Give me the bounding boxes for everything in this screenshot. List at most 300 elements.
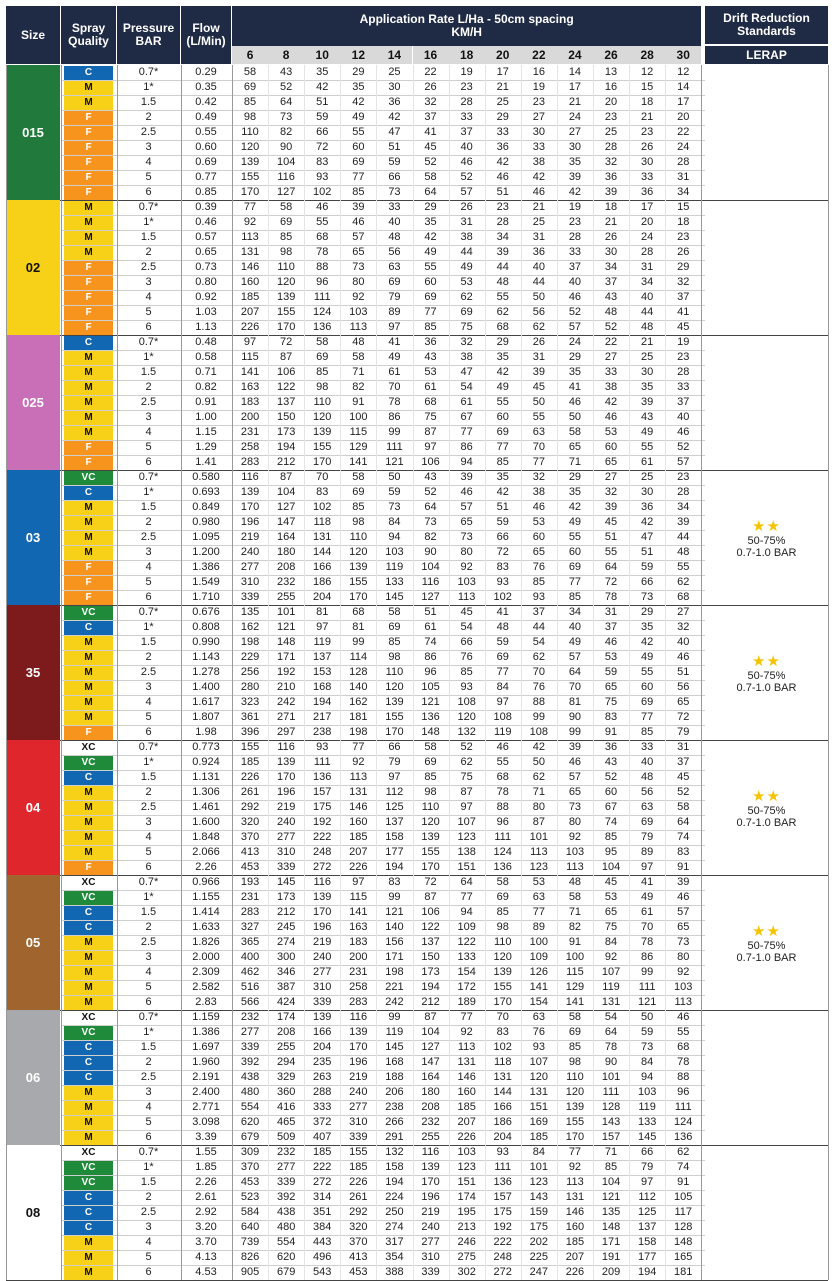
application-rate-value: 44 <box>532 621 545 633</box>
application-rate-value: 139 <box>493 966 512 978</box>
application-rate-value: 60 <box>604 441 618 453</box>
row-divider <box>61 80 705 81</box>
application-rate-value: 120 <box>240 141 260 153</box>
application-rate-value: 320 <box>349 1221 368 1233</box>
application-rate-value: 69 <box>388 276 401 288</box>
flow-value: 0.80 <box>195 276 217 288</box>
application-rate-value: 23 <box>677 351 690 363</box>
application-rate-value: 160 <box>457 1086 476 1098</box>
application-rate-value: 65 <box>352 246 365 258</box>
application-rate-value: 69 <box>568 561 582 573</box>
application-rate-value: 232 <box>276 576 296 588</box>
application-rate-value: 157 <box>601 1131 621 1143</box>
application-rate-value: 43 <box>424 471 437 483</box>
row-divider <box>61 395 705 396</box>
flow-value: 4.13 <box>195 1251 217 1263</box>
flow-value: 0.990 <box>192 636 220 648</box>
application-rate-value: 33 <box>568 246 582 258</box>
application-rate-value: 277 <box>240 561 260 573</box>
application-rate-value: 133 <box>637 1116 657 1128</box>
size-05: 05 <box>6 875 60 1010</box>
application-rate-value: 84 <box>532 1146 545 1158</box>
pressure-value: 3 <box>145 546 152 558</box>
pressure-value: 1* <box>143 81 154 93</box>
application-rate-value: 19 <box>568 201 582 213</box>
application-rate-value: 49 <box>460 261 473 273</box>
application-rate-value: 453 <box>240 1176 260 1188</box>
application-rate-value: 50 <box>388 471 401 483</box>
application-rate-value: 46 <box>496 171 509 183</box>
application-rate-value: 107 <box>529 1056 549 1068</box>
application-rate-value: 40 <box>677 411 690 423</box>
application-rate-value: 125 <box>637 1206 657 1218</box>
application-rate-value: 291 <box>385 1131 404 1143</box>
application-rate-value: 171 <box>601 1236 621 1248</box>
application-rate-value: 100 <box>349 411 368 423</box>
application-rate-value: 124 <box>674 1116 693 1128</box>
row-divider <box>61 155 705 156</box>
application-rate-value: 339 <box>240 591 260 603</box>
application-rate-value: 905 <box>240 1266 260 1278</box>
application-rate-value: 37 <box>424 111 437 123</box>
row-divider <box>61 1235 705 1236</box>
application-rate-value: 52 <box>677 441 690 453</box>
application-rate-value: 170 <box>240 186 260 198</box>
pressure-value: 1.5 <box>140 636 157 648</box>
size-03: 03 <box>6 470 60 605</box>
application-rate-value: 102 <box>313 501 332 513</box>
spray-quality-badge: M <box>64 501 113 515</box>
spray-quality-badge: M <box>64 201 113 215</box>
lerap-rating <box>705 1145 828 1280</box>
flow-value: 2.61 <box>195 1191 217 1203</box>
application-rate-value: 18 <box>604 201 618 213</box>
application-rate-value: 139 <box>313 426 332 438</box>
application-rate-value: 160 <box>349 816 368 828</box>
application-rate-value: 19 <box>677 336 690 348</box>
flow-value: 0.42 <box>195 96 217 108</box>
application-rate-value: 28 <box>604 141 618 153</box>
application-rate-value: 37 <box>604 621 618 633</box>
spray-quality-badge: F <box>64 561 113 575</box>
application-rate-value: 107 <box>457 816 476 828</box>
application-rate-value: 221 <box>385 981 404 993</box>
application-rate-value: 41 <box>568 381 582 393</box>
application-rate-value: 106 <box>421 906 440 918</box>
application-rate-value: 71 <box>532 786 545 798</box>
application-rate-value: 240 <box>421 1221 440 1233</box>
application-rate-value: 55 <box>677 561 690 573</box>
flow-value: 1.278 <box>192 666 220 678</box>
application-rate-value: 98 <box>280 246 293 258</box>
application-rate-value: 194 <box>385 861 404 873</box>
lerap-reduction: 50-75% <box>747 804 786 817</box>
flow-value: 0.57 <box>195 231 217 243</box>
pressure-value: 0.7* <box>138 1011 159 1023</box>
application-rate-value: 294 <box>276 1056 296 1068</box>
application-rate-value: 108 <box>457 696 476 708</box>
lerap-rating <box>705 335 828 470</box>
application-rate-value: 115 <box>349 426 368 438</box>
application-rate-value: 183 <box>349 936 368 948</box>
flow-value: 1.826 <box>192 936 220 948</box>
spray-quality-badge: VC <box>64 606 113 620</box>
application-rate-value: 67 <box>460 411 473 423</box>
application-rate-value: 92 <box>352 756 365 768</box>
application-rate-value: 33 <box>460 111 473 123</box>
application-rate-value: 141 <box>529 981 549 993</box>
application-rate-value: 158 <box>385 1161 404 1173</box>
application-rate-value: 185 <box>349 831 368 843</box>
application-rate-value: 23 <box>568 216 582 228</box>
application-rate-value: 46 <box>677 891 690 903</box>
application-rate-value: 59 <box>641 561 654 573</box>
application-rate-value: 85 <box>352 186 365 198</box>
pressure-value: 5 <box>145 576 152 588</box>
spray-quality-badge: C <box>64 1041 113 1055</box>
application-rate-value: 39 <box>677 516 690 528</box>
application-rate-value: 140 <box>349 681 368 693</box>
application-rate-value: 55 <box>604 546 618 558</box>
application-rate-value: 346 <box>276 966 296 978</box>
application-rate-value: 94 <box>641 1071 654 1083</box>
pressure-value: 1* <box>143 756 154 768</box>
application-rate-value: 119 <box>313 636 331 648</box>
row-divider <box>61 515 705 516</box>
application-rate-value: 110 <box>566 1071 584 1083</box>
application-rate-value: 19 <box>460 66 473 78</box>
application-rate-value: 277 <box>349 1101 368 1113</box>
application-rate-value: 22 <box>424 66 437 78</box>
application-rate-value: 229 <box>240 651 260 663</box>
application-rate-value: 93 <box>532 591 545 603</box>
application-rate-value: 194 <box>276 441 296 453</box>
application-rate-value: 171 <box>385 951 404 963</box>
speed-header: 12 <box>340 46 376 64</box>
application-rate-value: 71 <box>352 366 365 378</box>
spray-quality-badge: M <box>64 1251 113 1265</box>
application-rate-value: 70 <box>532 666 545 678</box>
application-rate-value: 43 <box>604 756 618 768</box>
pressure-value: 0.7* <box>138 66 159 78</box>
application-rate-value: 120 <box>529 1071 549 1083</box>
application-rate-value: 113 <box>674 996 692 1008</box>
lerap-pressure-range: 0.7-1.0 BAR <box>736 681 797 694</box>
application-rate-value: 33 <box>532 141 545 153</box>
application-rate-value: 76 <box>532 681 545 693</box>
application-rate-value: 81 <box>316 606 329 618</box>
row-divider <box>61 320 705 321</box>
application-rate-value: 170 <box>385 726 404 738</box>
application-rate-value: 25 <box>604 126 618 138</box>
application-rate-value: 231 <box>349 966 368 978</box>
application-rate-value: 70 <box>641 921 654 933</box>
application-rate-value: 108 <box>529 726 549 738</box>
speed-header: 20 <box>485 46 521 64</box>
application-rate-value: 68 <box>316 231 329 243</box>
application-rate-value: 30 <box>641 156 654 168</box>
spray-quality-badge: XC <box>64 876 113 890</box>
application-rate-value: 207 <box>240 306 260 318</box>
application-rate-value: 33 <box>388 201 401 213</box>
application-rate-value: 48 <box>641 771 654 783</box>
application-rate-value: 240 <box>276 816 296 828</box>
application-rate-value: 84 <box>641 1056 654 1068</box>
application-rate-value: 48 <box>677 546 690 558</box>
application-rate-value: 86 <box>460 441 473 453</box>
application-rate-value: 219 <box>276 801 296 813</box>
application-rate-value: 17 <box>568 81 582 93</box>
application-rate-value: 46 <box>460 156 473 168</box>
pressure-value: 4 <box>145 696 152 708</box>
application-rate-value: 274 <box>385 1221 404 1233</box>
application-rate-value: 111 <box>494 831 512 843</box>
speed-header: 8 <box>268 46 304 64</box>
application-rate-value: 105 <box>421 681 440 693</box>
application-rate-value: 77 <box>496 666 509 678</box>
spray-quality-badge: M <box>64 366 113 380</box>
flow-value: 0.73 <box>195 261 217 273</box>
pressure-value: 3 <box>145 1086 152 1098</box>
flow-value: 0.980 <box>192 516 220 528</box>
flow-value: 1.386 <box>192 561 220 573</box>
spray-quality-badge: VC <box>64 471 113 485</box>
flow-value: 3.20 <box>195 1221 217 1233</box>
application-rate-value: 29 <box>568 351 582 363</box>
flow-value: 1.03 <box>195 306 217 318</box>
application-rate-value: 23 <box>496 201 509 213</box>
application-rate-value: 113 <box>349 771 368 783</box>
application-rate-value: 370 <box>240 1161 260 1173</box>
spray-quality-badge: XC <box>64 741 113 755</box>
application-rate-value: 88 <box>677 1071 690 1083</box>
application-rate-value: 71 <box>568 906 582 918</box>
pressure-value: 4 <box>145 426 152 438</box>
application-rate-value: 58 <box>677 801 690 813</box>
pressure-value: 5 <box>145 306 152 318</box>
application-rate-value: 274 <box>276 936 296 948</box>
application-rate-value: 147 <box>421 1056 440 1068</box>
application-rate-value: 32 <box>532 471 545 483</box>
application-rate-value: 49 <box>496 381 509 393</box>
application-rate-value: 35 <box>352 81 365 93</box>
application-rate-value: 66 <box>388 171 401 183</box>
spray-quality-badge: M <box>64 216 113 230</box>
application-rate-value: 339 <box>313 996 332 1008</box>
application-rate-value: 113 <box>241 231 259 243</box>
application-rate-value: 42 <box>496 486 509 498</box>
application-rate-value: 56 <box>641 786 654 798</box>
application-rate-value: 212 <box>276 906 296 918</box>
application-rate-value: 242 <box>276 696 296 708</box>
application-rate-value: 77 <box>496 441 509 453</box>
application-rate-value: 256 <box>240 666 260 678</box>
speed-column-divider <box>449 65 450 1280</box>
application-rate-value: 120 <box>385 681 404 693</box>
application-rate-value: 98 <box>316 381 329 393</box>
application-rate-value: 53 <box>604 426 618 438</box>
row-divider <box>61 650 705 651</box>
application-rate-value: 62 <box>460 756 473 768</box>
spray-quality-badge: M <box>64 516 113 530</box>
application-rate-value: 58 <box>424 741 437 753</box>
application-rate-value: 136 <box>493 1176 512 1188</box>
pressure-value: 1.5 <box>140 1041 157 1053</box>
application-rate-value: 170 <box>313 456 332 468</box>
lerap-rating <box>705 605 828 740</box>
application-rate-value: 329 <box>276 1071 296 1083</box>
application-rate-value: 83 <box>496 1026 509 1038</box>
application-rate-value: 77 <box>460 1011 473 1023</box>
pressure-value: 1.5 <box>140 96 157 108</box>
application-rate-value: 103 <box>385 546 404 558</box>
application-rate-value: 48 <box>641 321 654 333</box>
application-rate-value: 40 <box>388 216 401 228</box>
speed-column-divider <box>376 65 377 1280</box>
size-015: 015 <box>6 65 60 200</box>
application-rate-value: 22 <box>604 336 618 348</box>
application-rate-value: 104 <box>276 156 296 168</box>
application-rate-value: 480 <box>240 1086 260 1098</box>
row-divider <box>61 755 705 756</box>
application-rate-value: 424 <box>276 996 296 1008</box>
application-rate-value: 263 <box>313 1071 332 1083</box>
application-rate-value: 42 <box>568 501 582 513</box>
application-rate-value: 60 <box>568 546 582 558</box>
application-rate-value: 155 <box>313 441 332 453</box>
pressure-value: 2 <box>145 111 152 123</box>
application-rate-value: 170 <box>421 1176 440 1188</box>
pressure-value: 1* <box>143 486 154 498</box>
application-rate-value: 111 <box>313 756 331 768</box>
spray-quality-badge: M <box>64 831 113 845</box>
application-rate-value: 226 <box>349 861 368 873</box>
pressure-value: 1* <box>143 351 154 363</box>
application-rate-value: 65 <box>604 681 618 693</box>
application-rate-value: 72 <box>280 336 293 348</box>
application-rate-value: 76 <box>532 1026 545 1038</box>
application-rate-value: 186 <box>493 1116 512 1128</box>
flow-value: 1.13 <box>195 321 217 333</box>
flow-value: 0.55 <box>195 126 217 138</box>
application-rate-value: 168 <box>385 1056 404 1068</box>
application-rate-value: 42 <box>532 741 545 753</box>
pressure-value: 6 <box>145 726 152 738</box>
row-divider <box>61 860 705 861</box>
application-rate-value: 28 <box>677 366 690 378</box>
application-rate-value: 121 <box>276 621 296 633</box>
application-rate-value: 131 <box>565 1191 585 1203</box>
application-rate-value: 73 <box>388 186 401 198</box>
application-rate-value: 144 <box>493 1086 512 1098</box>
row-divider <box>61 815 705 816</box>
row-divider <box>61 1100 705 1101</box>
application-rate-value: 288 <box>313 1086 332 1098</box>
spray-quality-badge: M <box>64 696 113 710</box>
application-rate-value: 62 <box>532 321 545 333</box>
application-rate-value: 45 <box>460 606 473 618</box>
spray-quality-badge: M <box>64 996 113 1010</box>
application-rate-value: 177 <box>637 1251 657 1263</box>
application-rate-value: 49 <box>641 651 654 663</box>
application-rate-value: 85 <box>388 636 401 648</box>
application-rate-value: 32 <box>604 156 618 168</box>
application-rate-value: 208 <box>421 1101 440 1113</box>
application-rate-value: 87 <box>424 426 437 438</box>
row-divider <box>61 695 705 696</box>
row-divider <box>61 185 705 186</box>
pressure-value: 2.5 <box>140 666 157 678</box>
application-rate-value: 29 <box>496 336 509 348</box>
application-rate-value: 97 <box>496 696 509 708</box>
application-rate-value: 61 <box>424 621 437 633</box>
application-rate-value: 119 <box>638 1101 656 1113</box>
application-rate-value: 40 <box>641 291 654 303</box>
application-rate-value: 92 <box>243 216 257 228</box>
pressure-value: 1.5 <box>140 771 157 783</box>
application-rate-value: 43 <box>280 66 293 78</box>
row-divider <box>61 500 705 501</box>
application-rate-value: 200 <box>240 411 260 423</box>
application-rate-value: 131 <box>457 1056 476 1068</box>
application-rate-value: 226 <box>457 1131 476 1143</box>
application-rate-value: 73 <box>280 111 293 123</box>
application-rate-value: 39 <box>641 396 654 408</box>
application-rate-value: 32 <box>677 276 690 288</box>
pressure-value: 3 <box>145 816 152 828</box>
spray-quality-badge: C <box>64 336 113 350</box>
application-rate-value: 93 <box>316 171 329 183</box>
application-rate-value: 123 <box>529 861 549 873</box>
pressure-value: 2 <box>145 246 152 258</box>
application-rate-value: 113 <box>566 861 584 873</box>
application-rate-value: 204 <box>313 1041 332 1053</box>
spray-quality-badge: F <box>64 111 113 125</box>
row-divider <box>61 365 705 366</box>
spray-quality-badge: C <box>64 621 113 635</box>
row-divider <box>61 215 705 216</box>
application-rate-value: 58 <box>568 426 582 438</box>
application-rate-value: 46 <box>677 426 690 438</box>
application-rate-value: 65 <box>460 516 473 528</box>
application-rate-value: 63 <box>532 1011 545 1023</box>
application-rate-value: 62 <box>532 651 545 663</box>
application-rate-value: 32 <box>424 96 437 108</box>
row-divider <box>61 590 705 591</box>
application-rate-value: 153 <box>313 666 332 678</box>
application-rate-value: 44 <box>532 276 545 288</box>
application-rate-value: 49 <box>641 426 654 438</box>
application-rate-value: 188 <box>385 1071 404 1083</box>
application-rate-value: 57 <box>568 651 582 663</box>
application-rate-value: 28 <box>677 156 690 168</box>
application-rate-value: 212 <box>276 456 296 468</box>
application-rate-value: 413 <box>349 1251 368 1263</box>
pressure-value: 2 <box>145 516 152 528</box>
application-rate-value: 164 <box>421 1071 440 1083</box>
application-rate-value: 360 <box>276 1086 296 1098</box>
application-rate-value: 12 <box>641 66 654 78</box>
row-divider <box>61 560 705 561</box>
application-rate-value: 35 <box>316 66 329 78</box>
application-rate-value: 145 <box>385 1041 404 1053</box>
application-rate-value: 86 <box>641 951 654 963</box>
application-rate-value: 62 <box>496 306 509 318</box>
application-rate-value: 155 <box>276 306 296 318</box>
speed-header: 6 <box>232 46 268 64</box>
row-divider <box>61 1085 705 1086</box>
application-rate-value: 68 <box>677 1041 690 1053</box>
